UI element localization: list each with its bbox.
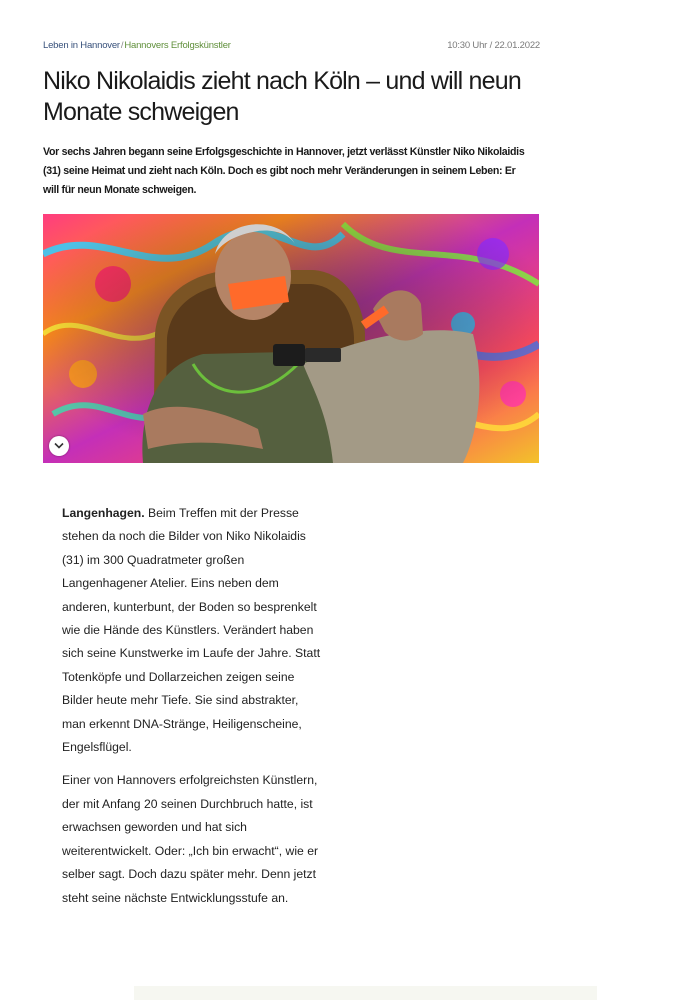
paragraph-text: Beim Treffen mit der Presse stehen da noch die Bilder von Niko Nikolaidis (31) im 300 Quadratmeter großen Langenhagener Atelier. Eins neben dem anderen, kunterbunt, der Boden so besprenkelt wie die Hände des Künstlers. Verändert haben sich seine Kunstwerke im Laufe der Jahre. Statt Totenköpfe und Dollarzeichen zeigen seine Bilder heute mehr Tiefe. Sie sind abstrakter, man erkennt DNA-Stränge, Heiligenscheine, Engelsflügel. (62, 506, 321, 755)
breadcrumb-separator: / (120, 40, 124, 51)
hero-photo-artist-portrait (43, 214, 539, 463)
article-paragraph (62, 769, 324, 909)
publish-timestamp: 10:30 Uhr / 22.01.2022 (447, 40, 540, 51)
breadcrumb (43, 40, 231, 51)
article-body (62, 502, 324, 920)
article-headline: Niko Nikolaidis zieht nach Köln – und will neun Monate schweigen (43, 67, 521, 126)
breadcrumb-section-link[interactable]: Leben in Hannover (43, 40, 120, 51)
article-meta (43, 40, 540, 54)
article-lede: Vor sechs Jahren begann seine Erfolgsgeschichte in Hannover, jetzt verlässt Künstler Niko Nikolaidis (31) seine Heimat und zieht nach Köln. Doch es gibt noch mehr Veränderungen in seinem Leben: Er will für neun Monate schweigen. (43, 146, 525, 196)
breadcrumb-subsection-link[interactable]: Hannovers Erfolgskünstler (124, 40, 231, 51)
image-expand-button[interactable] (49, 436, 69, 456)
paragraph-text: Einer von Hannovers erfolgreichsten Künstlern, der mit Anfang 20 seinen Durchbruch hatte, ist erwachsen geworden und hat sich weiterentwickelt. Oder: „Ich bin erwacht“, wie er selber sagt. Doch dazu später mehr. Denn jetzt steht seine nächste Entwicklungsstufe an. (62, 773, 319, 905)
article-paragraph (62, 502, 324, 759)
next-content-box (134, 986, 597, 1000)
dateline: Langenhagen. (62, 506, 145, 520)
chevron-down-icon (54, 442, 64, 450)
hero-image[interactable] (43, 214, 539, 463)
